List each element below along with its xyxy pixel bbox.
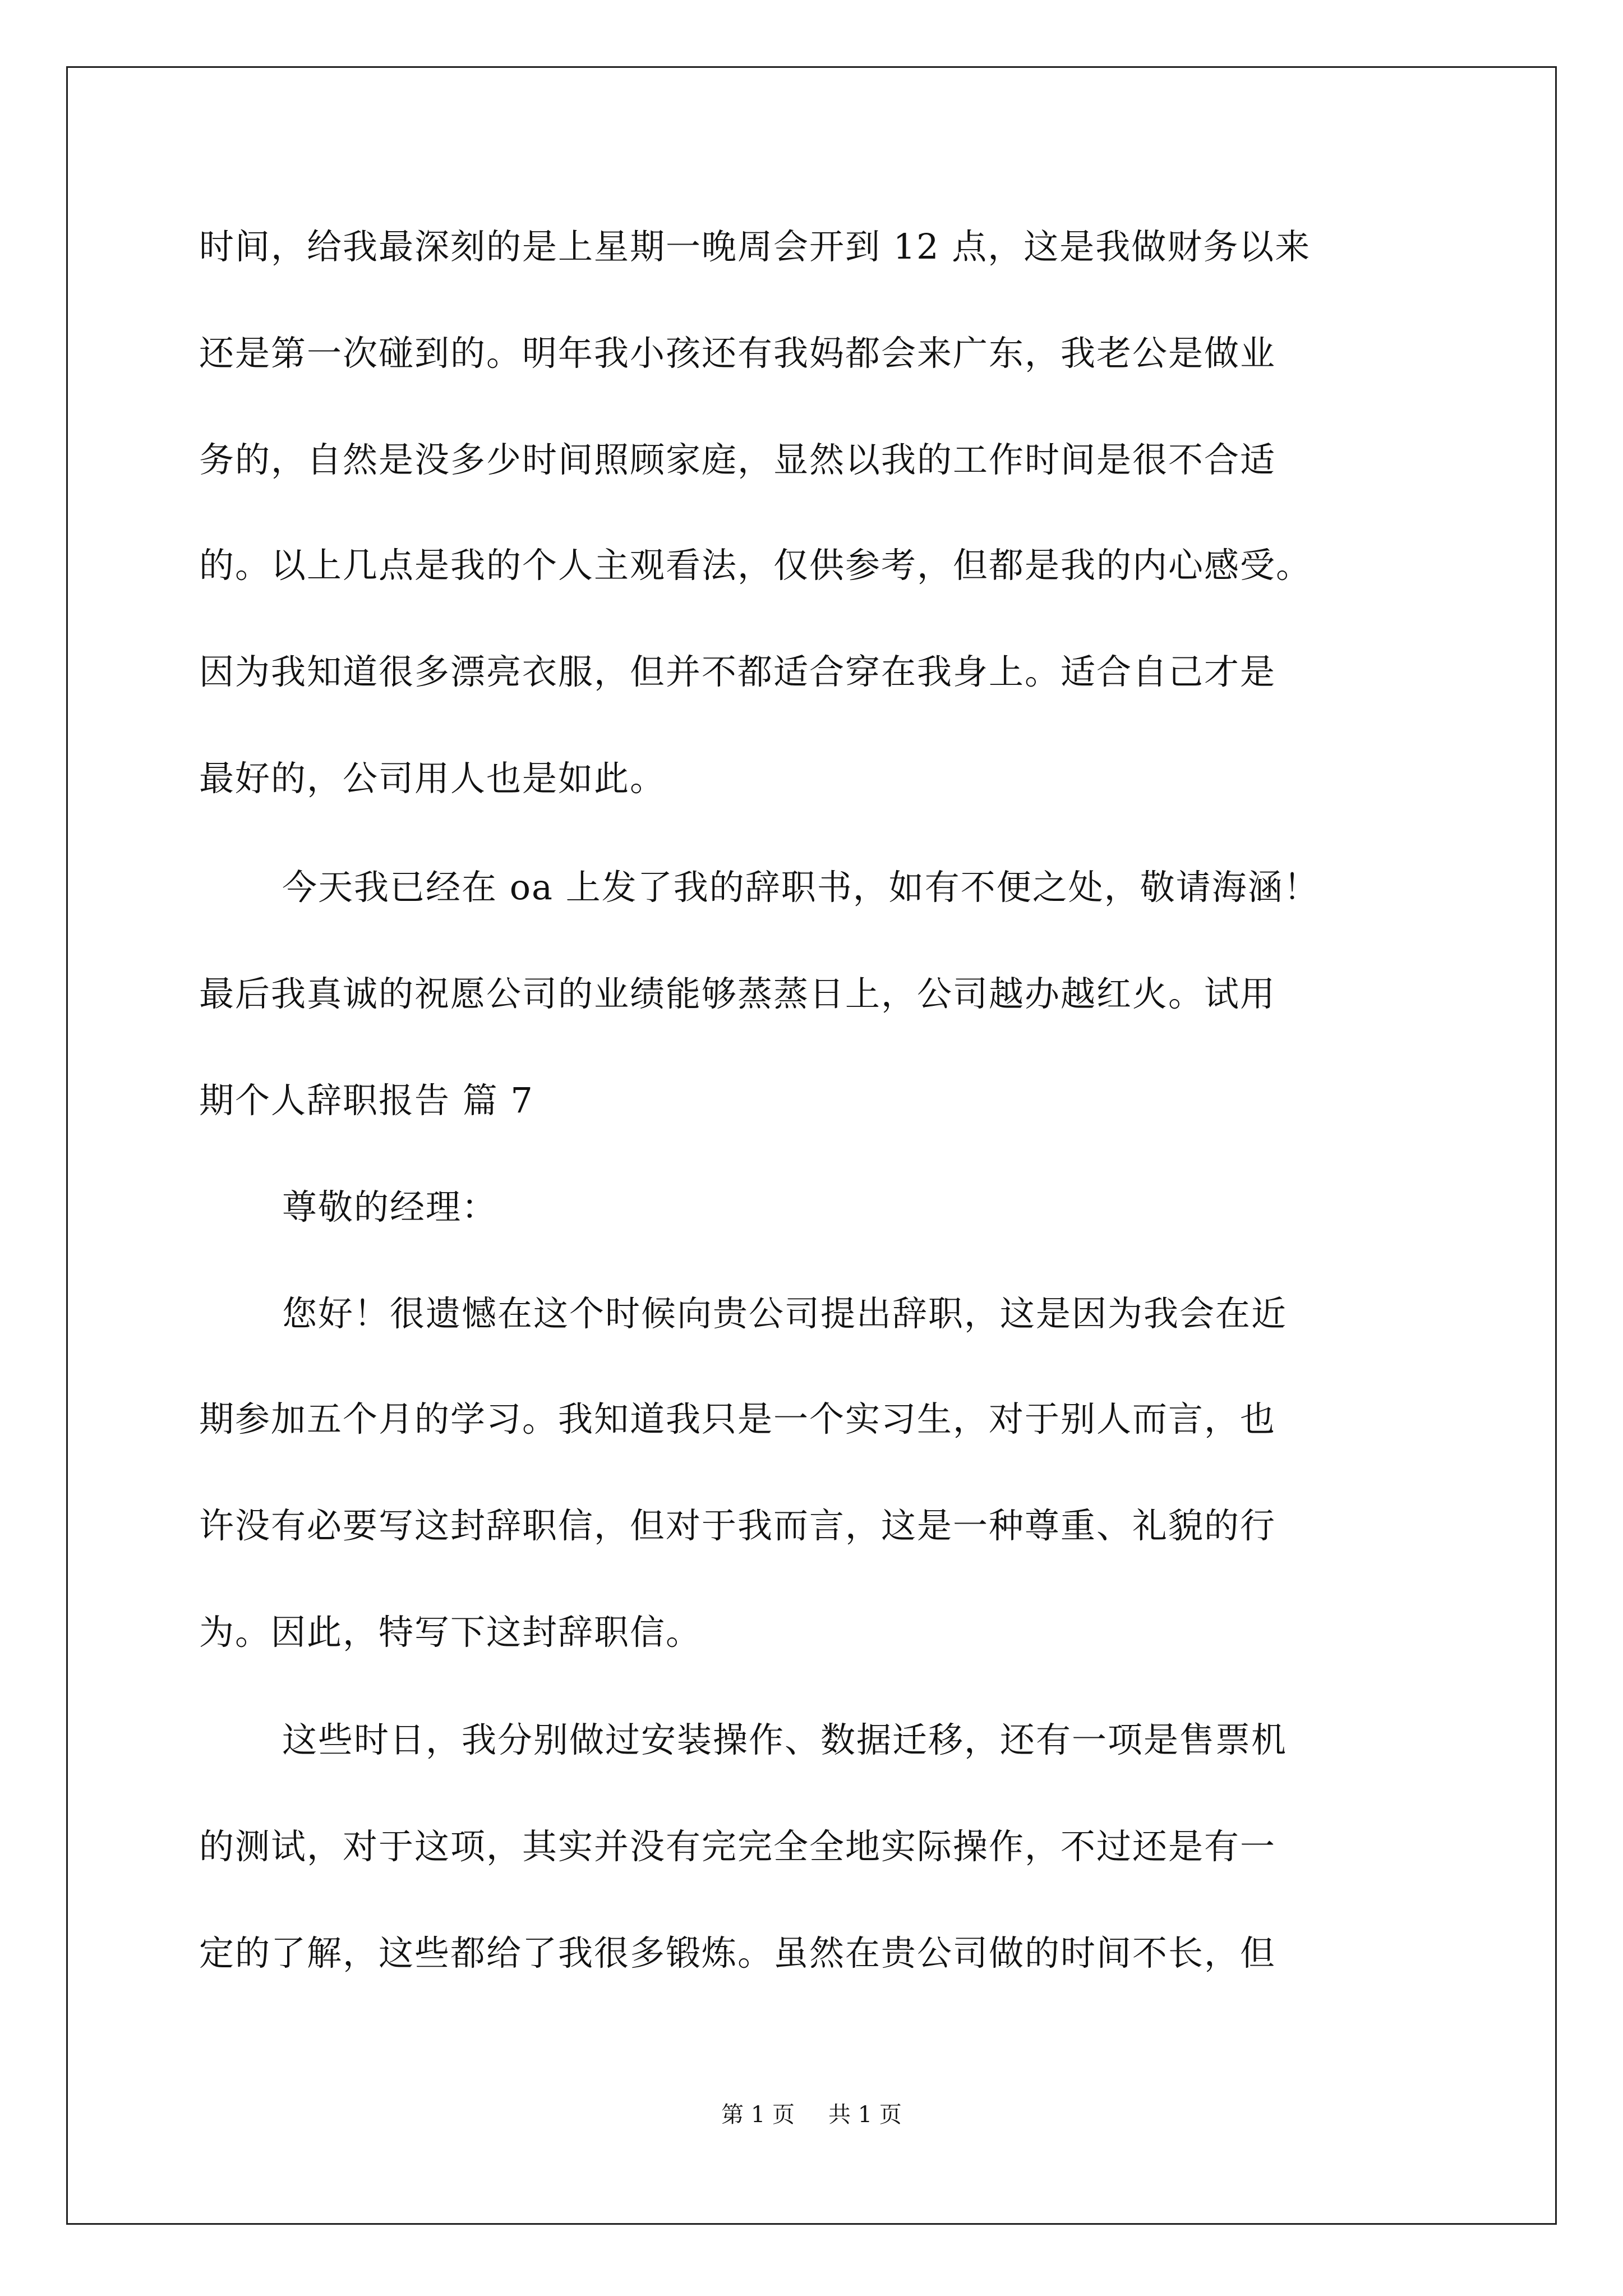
body-line-1: 时间，给我最深刻的是上星期一晚周会开到 12 点，这是我做财务以来 — [199, 226, 1311, 267]
page-border — [66, 66, 1557, 2225]
body-line-17: 定的了解，这些都给了我很多锻炼。虽然在贵公司做的时间不长，但 — [199, 1932, 1276, 1973]
body-line-2: 还是第一次碰到的。明年我小孩还有我妈都会来广东，我老公是做业 — [199, 333, 1276, 374]
body-line-13: 许没有必要写这封辞职信，但对于我而言，这是一种尊重、礼貌的行 — [199, 1505, 1276, 1546]
body-line-12: 期参加五个月的学习。我知道我只是一个实习生，对于别人而言，也 — [199, 1398, 1276, 1439]
body-line-4: 的。以上几点是我的个人主观看法，仅供参考，但都是我的内心感受。 — [199, 545, 1312, 586]
page-footer — [0, 2101, 1623, 2129]
body-line-6: 最好的，公司用人也是如此。 — [199, 758, 666, 799]
body-line-11: 您好！很遗憾在这个时候向贵公司提出辞职，这是因为我会在近 — [282, 1293, 1288, 1334]
body-line-3: 务的，自然是没多少时间照顾家庭，显然以我的工作时间是很不合适 — [199, 439, 1276, 480]
body-line-14: 为。因此，特写下这封辞职信。 — [199, 1612, 702, 1653]
body-line-16: 的测试，对于这项，其实并没有完完全全地实际操作，不过还是有一 — [199, 1826, 1276, 1867]
body-line-10: 尊敬的经理： — [282, 1186, 498, 1227]
body-line-7: 今天我已经在 oa 上发了我的辞职书，如有不便之处，敬请海涵！ — [282, 867, 1320, 908]
body-line-5: 因为我知道很多漂亮衣服，但并不都适合穿在我身上。适合自己才是 — [199, 651, 1276, 692]
footer-page-current: 第 1 页 — [721, 2102, 795, 2128]
body-line-8: 最后我真诚的祝愿公司的业绩能够蒸蒸日上，公司越办越红火。试用 — [199, 973, 1276, 1014]
footer-page-total: 共 1 页 — [828, 2102, 902, 2128]
body-line-9: 期个人辞职报告 篇 7 — [199, 1080, 534, 1121]
body-line-15: 这些时日，我分别做过安装操作、数据迁移，还有一项是售票机 — [282, 1719, 1288, 1760]
